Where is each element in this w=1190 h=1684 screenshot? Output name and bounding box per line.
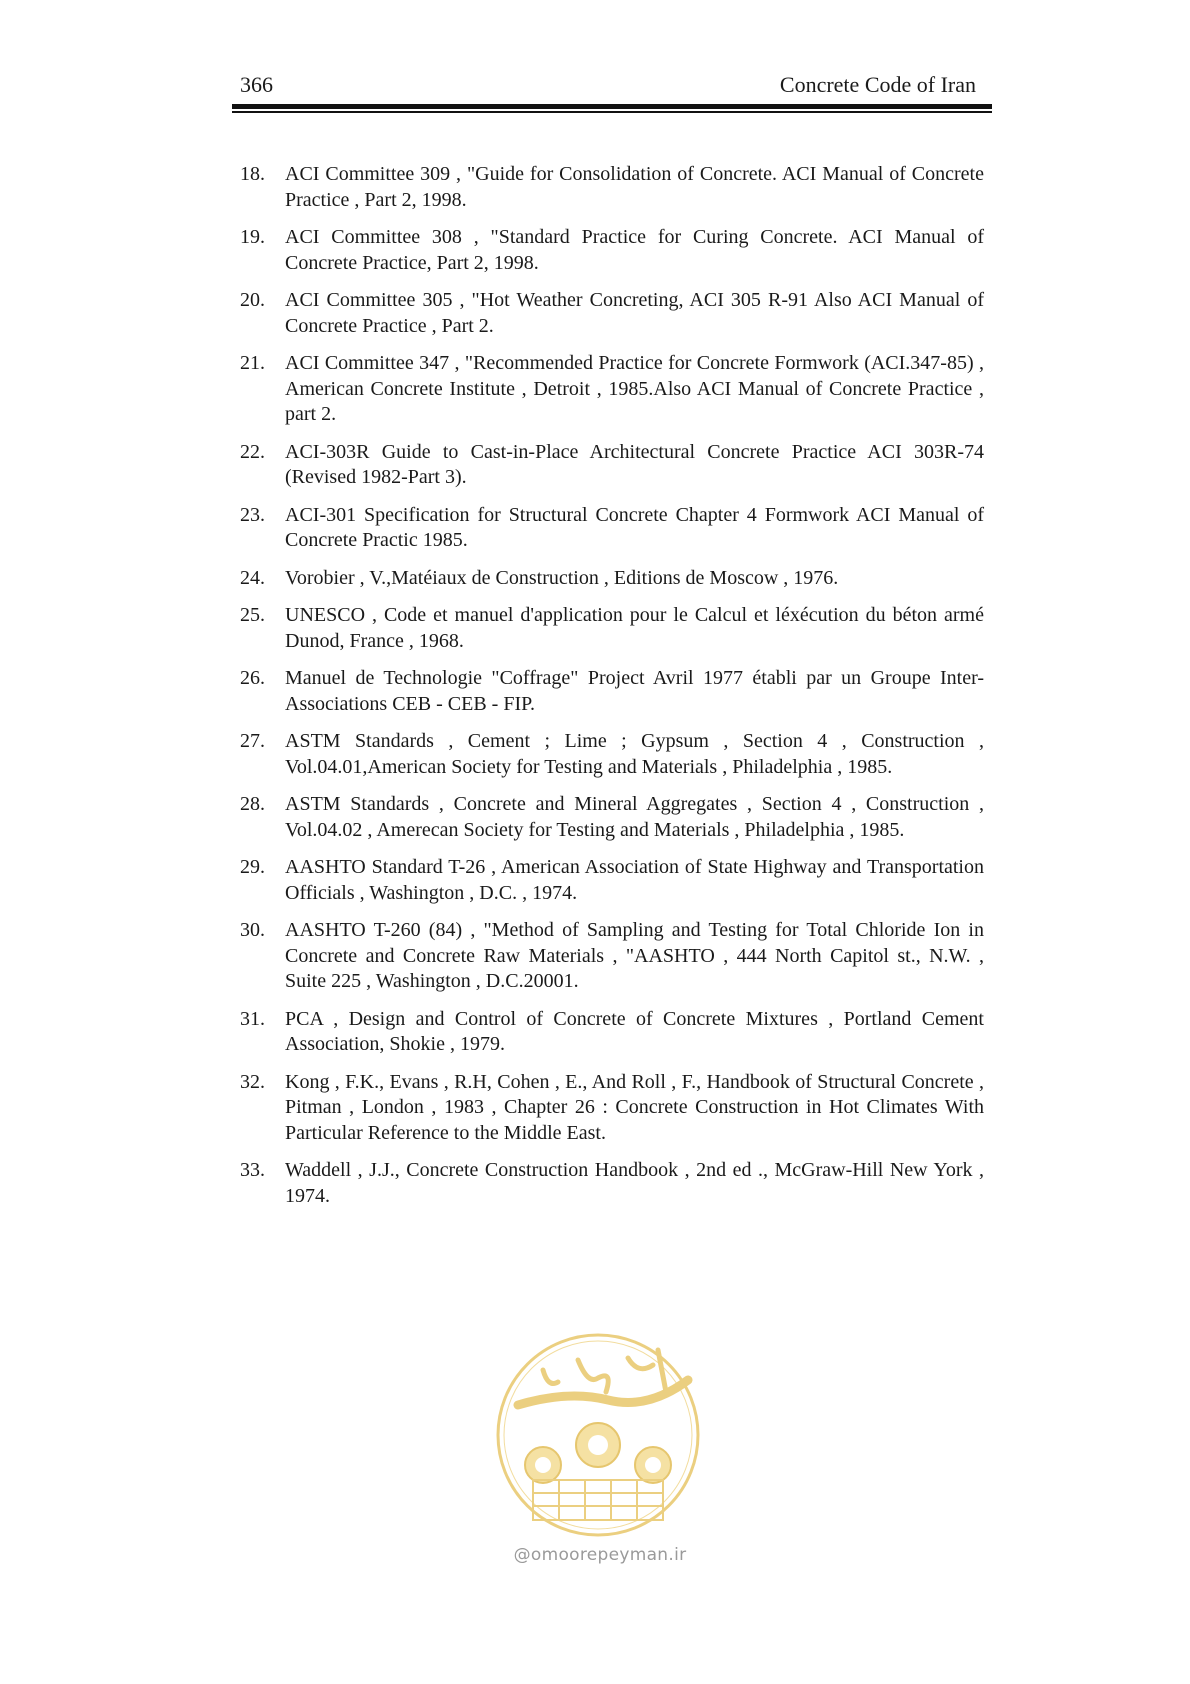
- page-header: [232, 68, 992, 102]
- reference-text: ACI-301 Specification for Structural Concrete Chapter 4 Formwork ACI Manual of Concrete Practic 1985.: [285, 503, 984, 551]
- reference-item: [240, 351, 984, 428]
- reference-number: 27.: [240, 730, 265, 752]
- reference-text: UNESCO , Code et manuel d'application pour le Calcul et léxécution du béton armé Dunod, France , 1968.: [285, 604, 984, 652]
- reference-text: ACI Committee 309 , "Guide for Consolidation of Concrete. ACI Manual of Concrete Practice , Part 2, 1998.: [285, 163, 984, 211]
- reference-text: ACI Committee 308 , "Standard Practice for Curing Concrete. ACI Manual of Concrete Practice, Part 2, 1998.: [285, 226, 984, 274]
- reference-number: 22.: [240, 440, 265, 463]
- reference-number: 24.: [240, 566, 265, 589]
- reference-text: ACI Committee 347 , "Recommended Practice for Concrete Formwork (ACI.347-85) , American Concrete Institute , Detroit , 1985.Also ACI Manual of Concrete Practice , part 2.: [285, 352, 984, 425]
- reference-text: Vorobier , V.,Matéiaux de Construction , Editions de Moscow , 1976.: [285, 566, 839, 589]
- reference-number: 23.: [240, 503, 265, 526]
- running-title: Concrete Code of Iran: [779, 72, 976, 97]
- page-number: 366: [240, 72, 273, 97]
- reference-text: ASTM Standards , Cement ; Lime ; Gypsum , Section 4 , Construction , Vol.04.01,American Society for Testing and Materials , Philadelphia , 1985.: [285, 730, 984, 778]
- reference-item: [240, 503, 984, 554]
- reference-number: 26.: [240, 667, 265, 689]
- reference-item: [240, 1007, 984, 1058]
- reference-number: 28.: [240, 793, 265, 815]
- reference-item: [240, 918, 984, 995]
- reference-text: Waddell , J.J., Concrete Construction Handbook , 2nd ed ., McGraw-Hill New York , 1974.: [285, 1159, 984, 1207]
- reference-item: [240, 566, 984, 592]
- reference-list: [240, 162, 984, 1221]
- reference-number: 19.: [240, 226, 265, 248]
- reference-item: [240, 288, 984, 339]
- reference-item: [240, 855, 984, 906]
- reference-item: [240, 603, 984, 654]
- header-rule: [232, 104, 992, 109]
- reference-text: ASTM Standards , Concrete and Mineral Aggregates , Section 4 , Construction , Vol.04.02 , Amerecan Society for Testing and Materials , Philadelphia , 1985.: [285, 793, 984, 841]
- reference-number: 33.: [240, 1159, 265, 1181]
- reference-number: 32.: [240, 1070, 265, 1093]
- reference-number: 29.: [240, 856, 265, 878]
- reference-text: AASHTO Standard T-26 , American Association of State Highway and Transportation Officials , Washington , D.C. , 1974.: [285, 856, 984, 904]
- reference-number: 31.: [240, 1007, 265, 1030]
- reference-text: ACI-303R Guide to Cast-in-Place Architectural Concrete Practice ACI 303R-74 (Revised 1982-Part 3).: [285, 440, 984, 488]
- reference-number: 18.: [240, 163, 265, 185]
- reference-number: 25.: [240, 604, 265, 626]
- reference-item: [240, 666, 984, 717]
- reference-number: 21.: [240, 352, 265, 374]
- reference-number: 20.: [240, 289, 265, 311]
- reference-item: [240, 792, 984, 843]
- reference-item: [240, 162, 984, 213]
- reference-item: [240, 225, 984, 276]
- header-rule-thin: [232, 111, 992, 113]
- reference-text: Manuel de Technologie "Coffrage" Project Avril 1977 établi par un Groupe Inter-Associations CEB - CEB - FIP.: [285, 667, 984, 715]
- reference-item: [240, 729, 984, 780]
- reference-item: [240, 1070, 984, 1147]
- reference-text: Kong , F.K., Evans , R.H, Cohen , E., And Roll , F., Handbook of Structural Concrete , Pitman , London , 1983 , Chapter 26 : Concrete Construction in Hot Climates With Particular Reference to the Middle East.: [285, 1070, 984, 1144]
- reference-item: [240, 1158, 984, 1209]
- watermark-caption: @omoorepeyman.ir: [513, 1545, 687, 1565]
- reference-text: ACI Committee 305 , "Hot Weather Concreting, ACI 305 R-91 Also ACI Manual of Concrete Practice , Part 2.: [285, 289, 984, 337]
- reference-number: 30.: [240, 919, 265, 941]
- watermark-logo: [488, 1330, 708, 1540]
- reference-text: PCA , Design and Control of Concrete of Concrete Mixtures , Portland Cement Association, Shokie , 1979.: [285, 1007, 984, 1055]
- reference-item: [240, 440, 984, 491]
- reference-text: AASHTO T-260 (84) , "Method of Sampling and Testing for Total Chloride Ion in Concrete and Concrete Raw Materials , "AASHTO , 444 North Capitol st., N.W. , Suite 225 , Washington , D.C.20001.: [285, 919, 984, 992]
